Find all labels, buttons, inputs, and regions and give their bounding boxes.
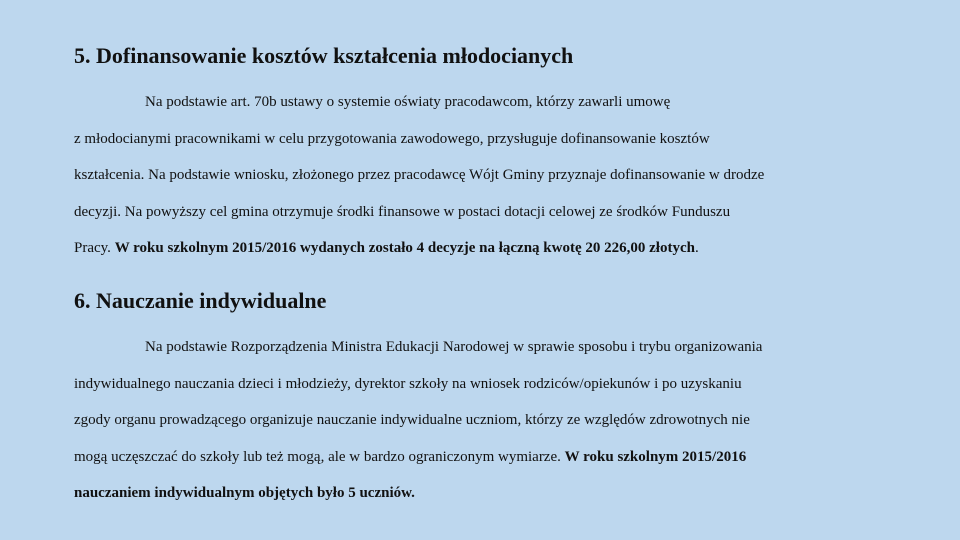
section-nauczanie-indywidualne [74,287,904,512]
section-dofinansowanie [74,42,904,267]
paragraph-line: zgody organu prowadzącego organizuje nauczanie indywidualne uczniom, którzy ze względów zdrowotnych nie [74,412,750,428]
paragraph-text-bold: W roku szkolnym 2015/2016 wydanych zostało 4 decyzje na łączną kwotę 20 226,00 złotych [114,240,695,256]
paragraph-line: Na podstawie art. 70b ustawy o systemie oświaty pracodawcom, którzy zawarli umowę [145,94,671,110]
paragraph-line: indywidualnego nauczania dzieci i młodzieży, dyrektor szkoły na wniosek rodziców/opiekunów i po uzyskaniu [74,375,742,392]
paragraph-text-plain: mogą uczęszczać do szkoły lub też mogą, ale w bardzo ograniczonym wymiarze. [74,448,561,465]
paragraph-text-end: . [694,240,699,256]
paragraph-line [74,439,904,476]
paragraph-line-last [74,230,904,267]
section-paragraph-5 [74,84,904,267]
section-paragraph-6 [74,329,904,512]
paragraph-line: z młodocianymi pracownikami w celu przygotowania zawodowego, przysługuje dofinansowanie kosztów [74,130,710,147]
paragraph-line-last: nauczaniem indywidualnym objętych było 5 uczniów. [74,485,415,501]
paragraph-line: decyzji. Na powyższy cel gmina otrzymuje środki finansowe w postaci dotacji celowej ze środków Funduszu [74,203,731,220]
paragraph-text-bold: W roku szkolnym 2015/2016 [564,448,747,465]
paragraph-line: Na podstawie Rozporządzenia Ministra Edukacji Narodowej w sprawie sposobu i trybu organizowania [145,339,763,355]
section-heading-5: 5. Dofinansowanie kosztów kształcenia młodocianych [74,43,574,68]
section-heading-6: 6. Nauczanie indywidualne [74,288,327,313]
paragraph-line: kształcenia. Na podstawie wniosku, złożonego przez pracodawcę Wójt Gminy przyznaje dofinansowanie w drodze [74,167,765,183]
paragraph-text-plain: Pracy. [74,240,111,256]
